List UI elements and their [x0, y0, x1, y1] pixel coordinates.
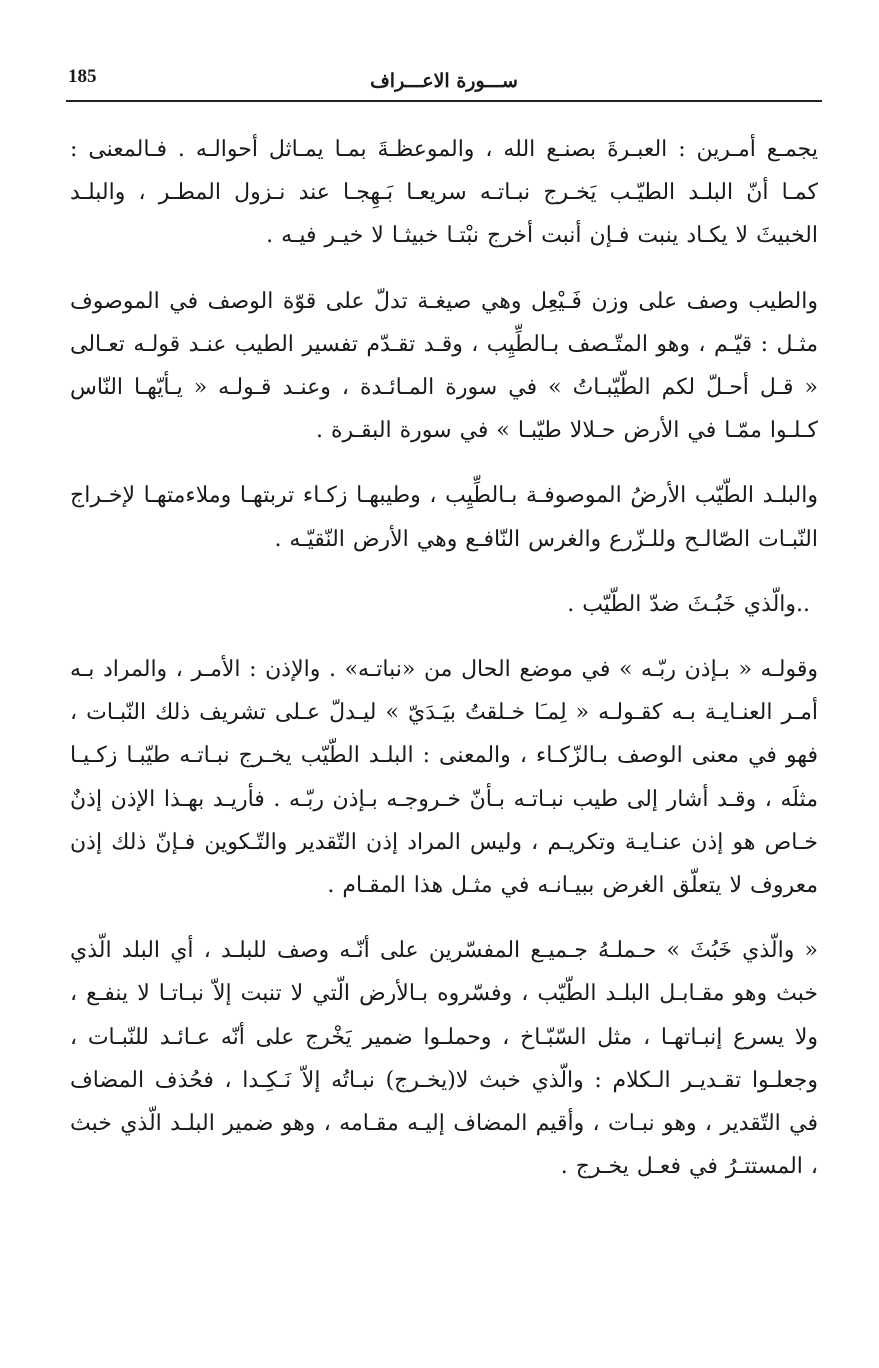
header-rule [66, 100, 822, 102]
paragraph-2: والطيب وصف على وزن فَـيْعِل وهي صيغـة تدلّ على قوّة الوصف في الموصوف مثـل : قيّـم ، وهو المتّـصف بـالطِّيِب ، وقـد تقـدّم تفسير الطيب عنـد قولـه تعـالى « قـل أحـلّ لكم الطّيّبـاتُ » في سورة المـائـدة ، وعنـد قـولـه « يـأيّهـا النّاس كـلـوا ممّـا في الأرض حـلالا طيّبـا » في سورة البقـرة . [70, 288, 818, 444]
running-title: ســـورة الاعـــراف [370, 70, 518, 92]
paragraph-5: وقولـه « بـإذن ربّـه » في موضع الحال من «نباتـه» . والإذن : الأمـر ، والمراد بـه أمـر العنـايـة بـه كقـولـه « لِمـَا خـلقتُ بيَـدَيّ » ليـدلّ عـلى تشريف ذلك النّبـات ، فهو في معنى الوصف بـالزّكـاء ، والمعنى : البلـد الطّيّب يخـرج نبـاتـه طيّبـا زكـيـا مثلَه ، وقـد أشار إلى طيب نبـاتـه بـأنّ خـروجـه بـإذن ربّـه . فأريـد بهـذا الإذن إذنٌ خـاص هو إذن عنـايـة وتكريـم ، وليس المراد إذن التّقدير والتّـكوين فـإنّ ذلك إذن معروف لا يتعلّق الغرض ببيـانـه في مثـل هذا المقـام . [70, 657, 818, 899]
paragraph-4: ..والّذي خَبُـثَ ضدّ الطّيّب . [567, 591, 810, 617]
page-body [70, 128, 818, 1210]
page-header [66, 56, 822, 102]
paragraph-1: يجمـع أمـرين : العبـرةَ بصنـع الله ، والموعظـةَ بمـا يمـاثل أحوالـه . فـالمعنى : كمـا أنّ البلـد الطيّـب يَخـرج نبـاتـه سريعـا بَـهِجـا عند نـزول المطـر ، والبلـد الخبيثَ لا يكـاد ينبت فـإن أنبت أخرج نبْتـا خبيثـا لا خيـر فيـه . [70, 137, 819, 249]
paragraph-6: « والّذي خَبُثَ » حـملـهُ جـميـع المفسّرين على أنّـه وصف للبلـد ، أي البلد الّذي خبث وهو مقـابـل البلـد الطّيّب ، وفسّروه بـالأرض الّتي لا تنبت إلاّ نبـاتـا لا ينفـع ، ولا يسرع إنبـاتهـا ، مثل السّبّـاخ ، وحملـوا ضمير يَخْرج على أنّه عـائـد للنّبـات ، وجعلـوا تقـديـر الـكلام : والّذي خبث لا(يخـرج) نبـاتُه إلاّ نَـكِـدا ، فحُذف المضاف في التّقدير ، وهو نبـات ، وأقيم المضاف إليـه مقـامه ، وهو ضمير البلـد الّذي خبث ، المستتـرُ في فعـل يخـرج . [70, 938, 818, 1180]
page-number: 185 [68, 66, 97, 87]
paragraph-3: والبلـد الطّيّب الأرضُ الموصوفـة بـالطِّيِب ، وطيبهـا زكـاء تربتهـا وملاءمتهـا لإخـراج النّبـات الصّالـح وللـزّرع والغرس النّافـع وهي الأرض النّقيّـه . [70, 483, 818, 552]
